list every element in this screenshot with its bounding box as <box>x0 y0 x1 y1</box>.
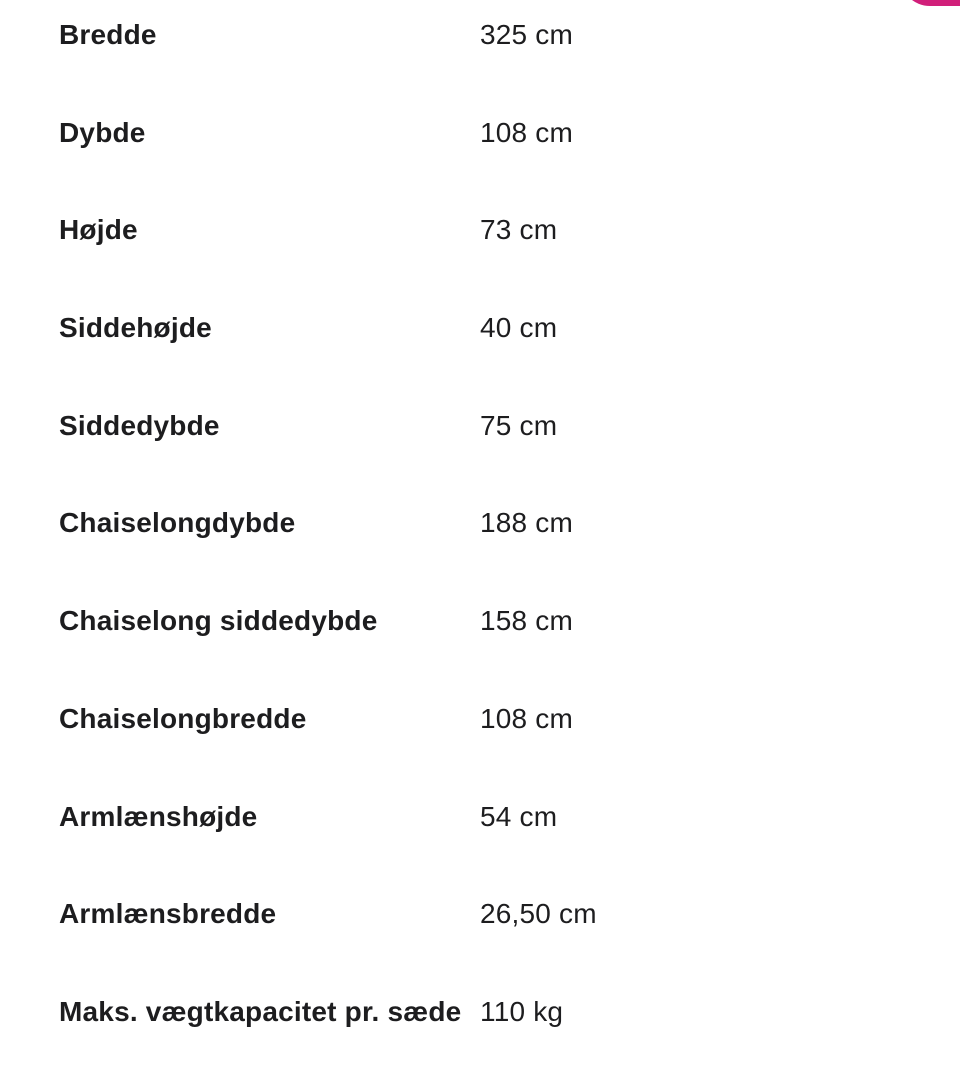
spec-row-chaiselong-siddedybde <box>59 601 919 699</box>
spec-value: 325 cm <box>480 19 574 50</box>
spec-value: 75 cm <box>480 409 558 441</box>
spec-label: Siddehøjde <box>59 312 212 344</box>
spec-label: Bredde <box>59 19 157 50</box>
spec-label: Dybde <box>59 116 146 148</box>
spec-value: 73 cm <box>480 214 558 246</box>
spec-row-chaiselongdybde <box>59 503 919 601</box>
spec-value: 40 cm <box>480 312 558 344</box>
spec-label: Armlænsbredde <box>59 898 277 930</box>
spec-row-chaiselongbredde <box>59 699 919 797</box>
spec-label: Maks. vægtkapacitet pr. sæde <box>59 995 462 1027</box>
spec-label: Armlænshøjde <box>59 800 258 832</box>
spec-value: 54 cm <box>480 800 558 832</box>
spec-value: 188 cm <box>480 507 574 539</box>
spec-row-armlaensbredde <box>59 894 919 992</box>
spec-row-hojde <box>59 210 919 308</box>
spec-row-siddedybde <box>59 406 919 504</box>
spec-label: Siddedybde <box>59 409 220 441</box>
spec-value: 110 kg <box>480 995 564 1027</box>
spec-value: 108 cm <box>480 702 574 734</box>
spec-value: 158 cm <box>480 605 574 637</box>
specifications-table <box>59 15 919 1072</box>
spec-value: 26,50 cm <box>480 898 597 930</box>
spec-row-siddehojde <box>59 308 919 406</box>
spec-label: Chaiselong siddedybde <box>59 605 378 637</box>
spec-row-armlaenshojde <box>59 797 919 895</box>
spec-label: Chaiselongdybde <box>59 507 296 539</box>
spec-row-maks-vaegtkapacitet <box>59 992 919 1072</box>
spec-row-dybde <box>59 113 919 211</box>
accent-corner-button[interactable] <box>900 0 960 6</box>
spec-row-bredde <box>59 15 919 113</box>
spec-label: Højde <box>59 214 138 246</box>
spec-label: Chaiselongbredde <box>59 702 307 734</box>
spec-value: 108 cm <box>480 116 574 148</box>
